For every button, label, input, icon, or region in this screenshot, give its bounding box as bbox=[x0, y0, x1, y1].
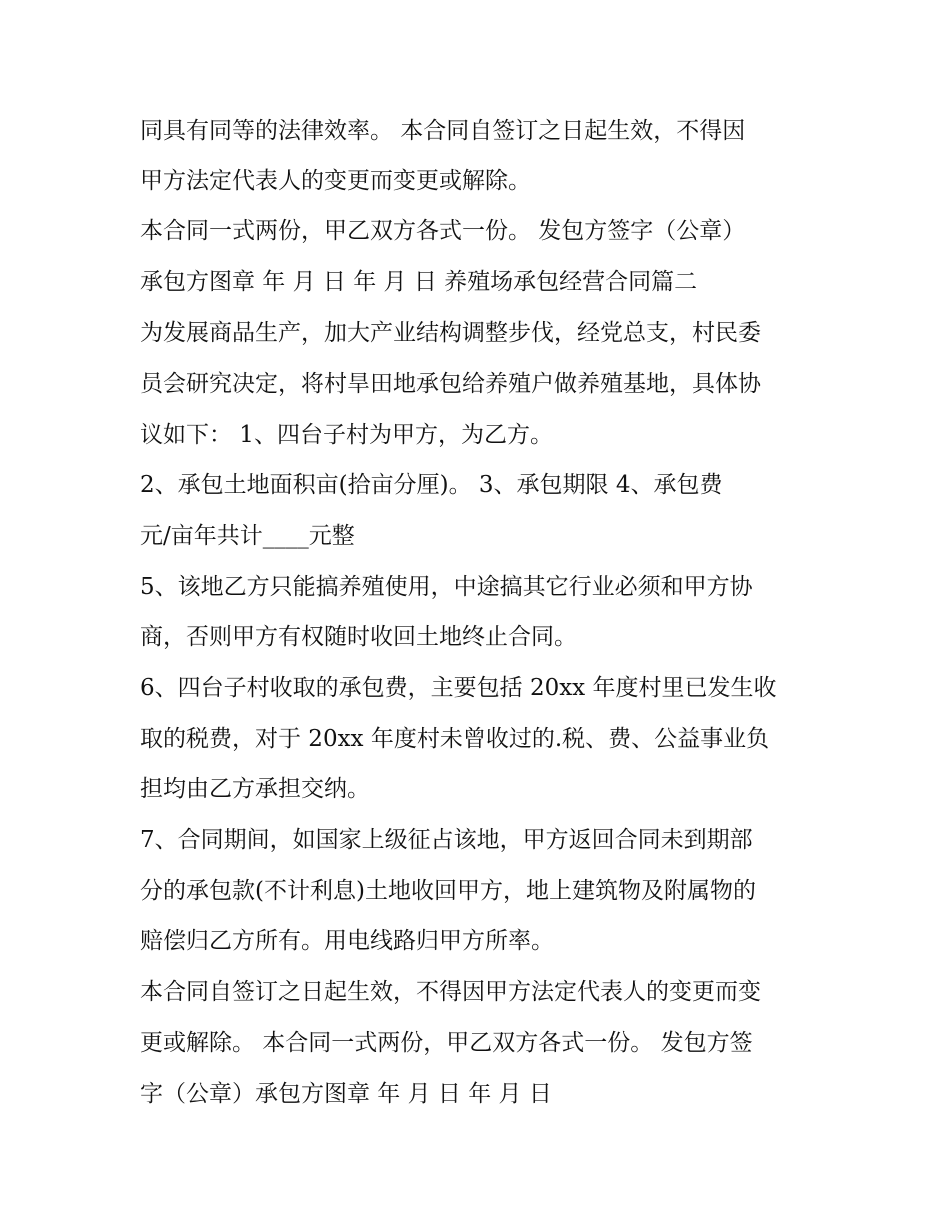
text-line: 分的承包款(不计利息)土地收回甲方，地上建筑物及附属物的 bbox=[140, 878, 756, 904]
text-line: 为发展商品生产，加大产业结构调整步伐，经党总支，村民委 bbox=[140, 320, 761, 346]
text-line: 甲方法定代表人的变更而变更或解除。 bbox=[140, 168, 531, 194]
text-line: 2、承包土地面积亩(拾亩分厘)。 3、承包期限 4、承包费 bbox=[140, 472, 723, 498]
text-line: 赔偿归乙方所有。用电线路归甲方所率。 bbox=[140, 928, 554, 954]
text-line: 6、四台子村收取的承包费，主要包括 20xx 年度村里已发生收 bbox=[140, 675, 777, 701]
text-line: 更或解除。 本合同一式两份，甲乙双方各式一份。 发包方签 bbox=[140, 1030, 753, 1056]
text-line: 取的税费，对于 20xx 年度村未曾收过的.税、费、公益事业负 bbox=[140, 726, 770, 752]
text-line: 本合同一式两份，甲乙双方各式一份。 发包方签字（公章） bbox=[140, 218, 746, 244]
text-line: 商，否则甲方有权随时收回土地终止合同。 bbox=[140, 624, 577, 650]
text-line: 承包方图章 年 月 日 年 月 日 养殖场承包经营合同篇二 bbox=[140, 269, 698, 295]
text-line: 字（公章）承包方图章 年 月 日 年 月 日 bbox=[140, 1081, 552, 1107]
text-line: 元/亩年共计____元整 bbox=[140, 523, 355, 549]
text-line: 本合同自签订之日起生效，不得因甲方法定代表人的变更而变 bbox=[140, 979, 761, 1005]
text-line: 5、该地乙方只能搞养殖使用，中途搞其它行业必须和甲方协 bbox=[140, 574, 753, 600]
text-line: 同具有同等的法律效率。 本合同自签订之日起生效，不得因 bbox=[140, 118, 746, 144]
text-line: 员会研究决定，将村旱田地承包给养殖户做养殖基地，具体协 bbox=[140, 371, 761, 397]
text-line: 7、合同期间，如国家上级征占该地，甲方返回合同未到期部 bbox=[140, 827, 753, 853]
text-line: 担均由乙方承担交纳。 bbox=[140, 776, 370, 802]
text-line: 议如下： 1、四台子村为甲方，为乙方。 bbox=[140, 422, 553, 448]
